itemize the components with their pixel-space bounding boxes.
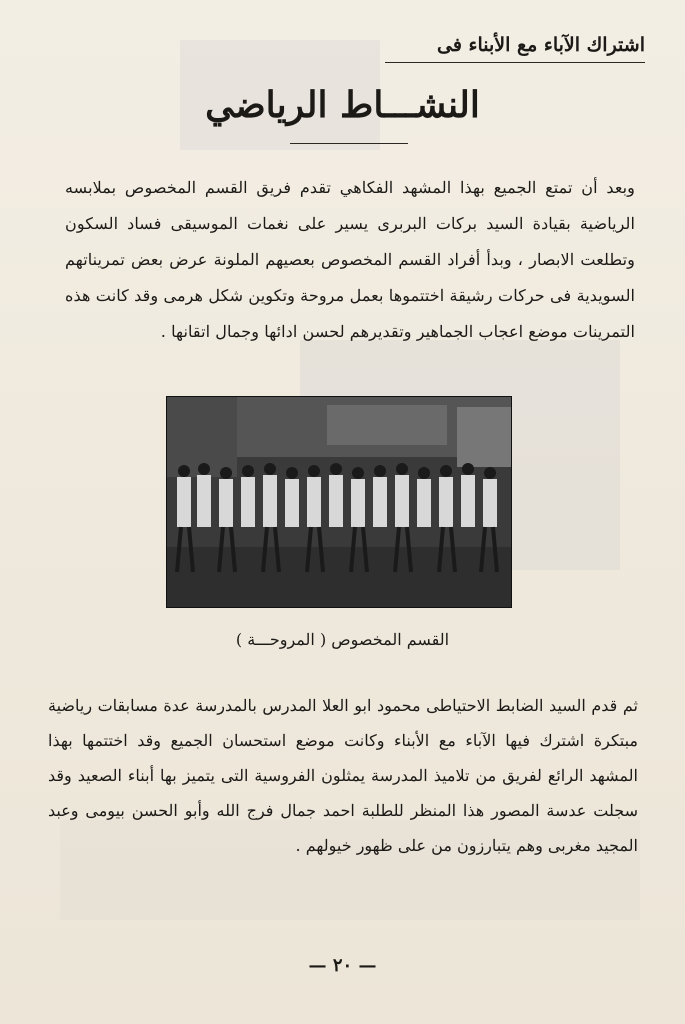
page-number: — ٢٠ — (308, 955, 377, 976)
paragraph-2: ثم قدم السيد الضابط الاحتياطى محمود ابو العلا المدرس بالمدرسة عدة مسابقات رياضية مبتكرة اشترك فيها الآباء مع الأبناء وكانت موضع استحسان الجميع وقد اختتمها بهذا المشهد الرائع لفريق من تلاميذ المدرسة يمثلون الفروسية التى يتميز بها أبناء الصعيد وقد سجلت عدسة المصور هذا المنظر للطلبة احمد جمال فرج الله وأبو الحسن بيومى وعبد المجيد مغربى وهم يتبارزون من على ظهور خيولهم . (48, 696, 639, 855)
group-photo (166, 396, 512, 608)
photo-caption: القسم المخصوص ( المروحـــة ) (235, 630, 450, 649)
running-head: اشتراك الآباء مع الأبناء فى (385, 28, 645, 63)
paragraph-1: وبعد أن تمتع الجميع بهذا المشهد الفكاهي تقدم فريق القسم المخصوص بملابسه الرياضية بقيادة السيد بركات البربرى يسير على نغمات الموسيقى فساد السكون وتطلعت الابصار ، وبدأ أفراد القسم المخصوص بعصيهم الملونة عرض بعض تمريناتهم السويدية فى حركات رشيقة اختتموها بعمل مروحة وتكوين شكل هرمى وقد كانت هذه التمرينات موضع اعجاب الجماهير وتقديرهم لحسن ادائها وجمال اتقانها . (65, 178, 635, 341)
title-underline (290, 143, 408, 144)
group-photo-icon (167, 397, 511, 607)
page-title: النشـــاط الرياضي (205, 84, 480, 126)
